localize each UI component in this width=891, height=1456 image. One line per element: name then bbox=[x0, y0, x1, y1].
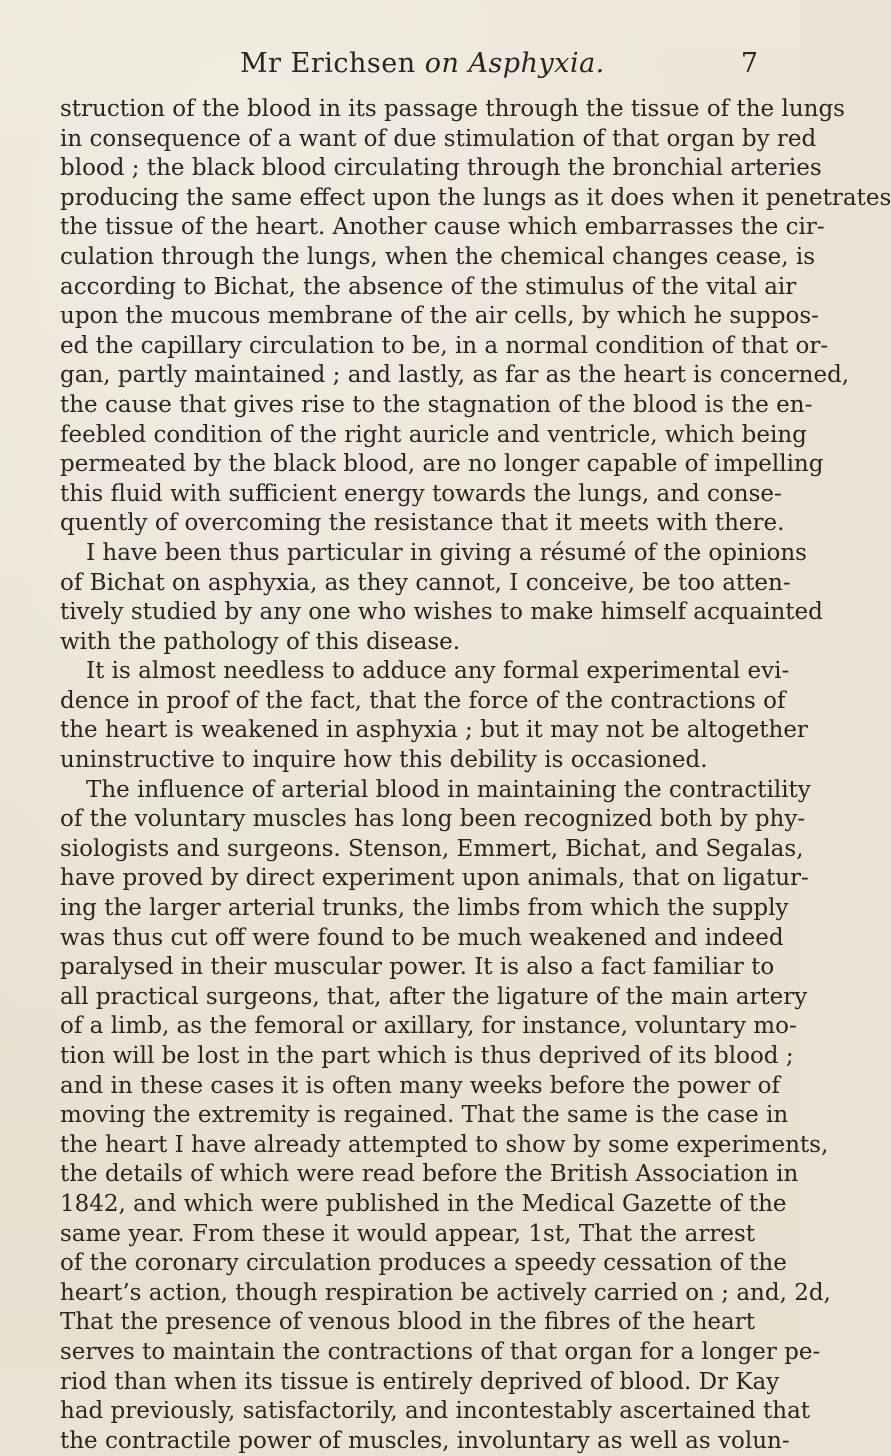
page-number: 7 bbox=[740, 48, 758, 79]
text-line: tion will be lost in the part which is thus deprived of its blood ; bbox=[60, 1043, 794, 1069]
text-line: dence in proof of the fact, that the force of the contractions of bbox=[60, 687, 786, 714]
text-line: It is almost needless to adduce any formal experimental evi- bbox=[86, 658, 790, 685]
text-line: same year. From these it would appear, 1st, That the arrest bbox=[60, 1220, 755, 1247]
text-line: with the pathology of this disease. bbox=[60, 628, 461, 655]
page-header bbox=[0, 48, 800, 88]
text-line: producing the same effect upon the lungs as it does when it penetrates bbox=[60, 184, 891, 211]
text-line: and in these cases it is often many weeks before the power of bbox=[60, 1072, 780, 1099]
text-line: the tissue of the heart. Another cause which embarrasses the cir- bbox=[60, 214, 825, 241]
text-line: of the voluntary muscles has long been recognized both by phy- bbox=[60, 806, 806, 833]
text-line: moving the extremity is regained. That the same is the case in bbox=[60, 1102, 789, 1129]
body-text bbox=[60, 95, 891, 1456]
text-line: was thus cut off were found to be much weakened and indeed bbox=[60, 924, 784, 951]
text-line: That the presence of venous blood in the fibres of the heart bbox=[60, 1309, 755, 1336]
text-line: I have been thus particular in giving a résumé of the opinions bbox=[86, 539, 807, 566]
text-line: tively studied by any one who wishes to make himself acquainted bbox=[60, 599, 823, 626]
text-line: uninstructive to inquire how this debility is occasioned. bbox=[60, 747, 708, 774]
text-line: quently of overcoming the resistance that it meets with there. bbox=[60, 510, 785, 537]
text-line: culation through the lungs, when the chemical changes cease, is bbox=[60, 243, 816, 270]
text-line: of a limb, as the femoral or axillary, for instance, voluntary mo- bbox=[60, 1013, 797, 1040]
text-line: the details of which were read before the British Association in bbox=[60, 1161, 799, 1188]
text-line: had previously, satisfactorily, and incontestably ascertained that bbox=[60, 1398, 811, 1425]
text-line: blood ; the black blood circulating through the bronchial arteries bbox=[60, 155, 822, 182]
text-line: struction of the blood in its passage through the tissue of the lungs bbox=[60, 96, 845, 122]
running-head bbox=[240, 48, 605, 79]
text-line: have proved by direct experiment upon animals, that on ligatur- bbox=[60, 865, 809, 892]
text-line: ed the capillary circulation to be, in a normal condition of that or- bbox=[60, 332, 829, 359]
text-line: The influence of arterial blood in maintaining the contractility bbox=[86, 776, 811, 803]
text-line: ing the larger arterial trunks, the limbs from which the supply bbox=[60, 895, 789, 922]
text-line: upon the mucous membrane of the air cells, by which he suppos- bbox=[60, 303, 819, 330]
text-line: serves to maintain the contractions of that organ for a longer pe- bbox=[60, 1338, 821, 1365]
text-line: gan, partly maintained ; and lastly, as far as the heart is concerned, bbox=[60, 362, 850, 389]
text-line: the contractile power of muscles, involuntary as well as volun- bbox=[60, 1427, 790, 1454]
text-line: permeated by the black blood, are no longer capable of impelling bbox=[60, 451, 824, 478]
text-line: feebled condition of the right auricle and ventricle, which being bbox=[60, 421, 807, 448]
text-line: in consequence of a want of due stimulation of that organ by red bbox=[60, 125, 817, 152]
running-head-title: on Asphyxia. bbox=[424, 48, 605, 79]
text-line: the heart is weakened in asphyxia ; but it may not be altogether bbox=[60, 717, 808, 744]
text-line: of Bichat on asphyxia, as they cannot, I conceive, be too atten- bbox=[60, 569, 791, 596]
text-line: all practical surgeons, that, after the ligature of the main artery bbox=[60, 983, 808, 1010]
text-line: siologists and surgeons. Stenson, Emmert, Bichat, and Segalas, bbox=[60, 835, 804, 862]
text-line: this fluid with sufficient energy towards the lungs, and conse- bbox=[60, 480, 782, 507]
text-line: the cause that gives rise to the stagnation of the blood is the en- bbox=[60, 391, 813, 418]
text-line: paralysed in their muscular power. It is also a fact familiar to bbox=[60, 954, 775, 981]
text-line: riod than when its tissue is entirely deprived of blood. Dr Kay bbox=[60, 1368, 780, 1395]
running-head-author: Mr Erichsen bbox=[240, 48, 425, 79]
text-line: of the coronary circulation produces a speedy cessation of the bbox=[60, 1250, 787, 1277]
text-line: the heart I have already attempted to show by some experiments, bbox=[60, 1131, 829, 1158]
text-line: 1842, and which were published in the Medical Gazette of the bbox=[60, 1190, 787, 1217]
text-line: heart’s action, though respiration be actively carried on ; and, 2d, bbox=[60, 1279, 831, 1306]
text-line: according to Bichat, the absence of the stimulus of the vital air bbox=[60, 273, 797, 300]
